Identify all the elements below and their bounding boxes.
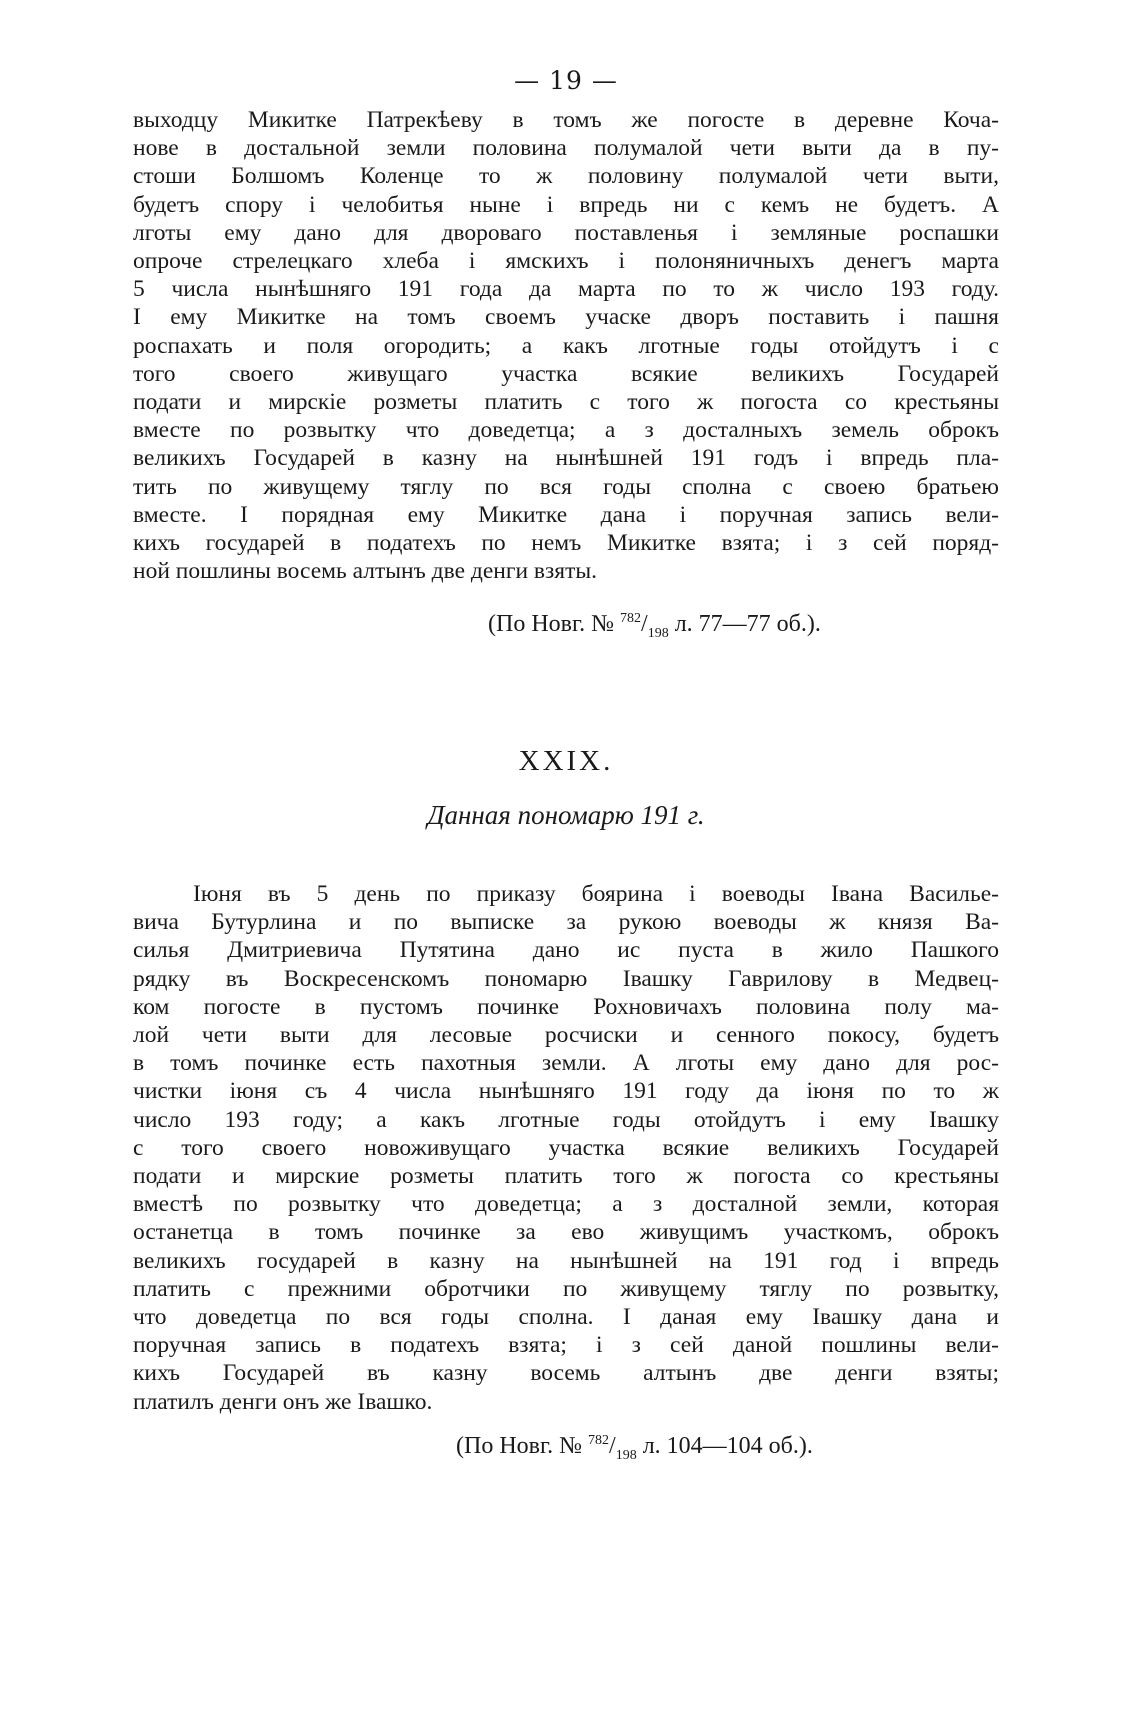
text-line: лготы ему дано для двороваго поставленья і земляные роспашки bbox=[133, 219, 999, 246]
paragraph-continuation bbox=[133, 106, 999, 585]
text-line: поручная запись в податехъ взята; і з сей даной пошлины вели- bbox=[133, 1332, 999, 1359]
text-line: І ему Микитке на томъ своемъ учаске дворъ поставить і пашня bbox=[133, 304, 999, 331]
text-line: вместе по розвытку что доведетца; а з досталныхъ земель оброкъ bbox=[133, 417, 999, 444]
text-line: роспахать и поля огородить; а какъ лготные годы отойдутъ і с bbox=[133, 332, 999, 359]
citation-suffix: л. 104—104 об.). bbox=[642, 1433, 813, 1459]
text-line: платилъ денги онъ же Івашко. bbox=[133, 1388, 433, 1415]
text-line: нове в достальной земли половина полумалой чети выти да в пу- bbox=[133, 135, 999, 162]
text-line: вместе. І порядная ему Микитке дана і поручная запись вели- bbox=[133, 501, 999, 528]
text-line: Іюня въ 5 день по приказу боярина і воеводы Івана Василье- bbox=[193, 881, 999, 907]
citation-suffix: л. 77—77 об.). bbox=[674, 611, 821, 637]
text-line: тить по живущему тяглу по вся годы сполна с своею братьею bbox=[133, 473, 999, 500]
section-number: XXIX. bbox=[518, 745, 614, 777]
text-line: в томъ починке есть пахотныя земли. А лготы ему дано для рос- bbox=[133, 1050, 999, 1077]
text-line: великихъ государей в казну на нынѣшней на 191 год і впредь bbox=[133, 1247, 999, 1274]
text-line: будетъ спору і челобитья ныне і впредь ни с кемъ не будетъ. А bbox=[133, 191, 999, 218]
citation-fraction-numerator: 782 bbox=[588, 1433, 610, 1448]
text-line: вместѣ по розвытку что доведетца; а з досталной земли, которая bbox=[133, 1191, 999, 1218]
citation-prefix: (По Новг. № bbox=[488, 611, 615, 637]
text-line: рядку въ Воскресенскомъ пономарю Івашку Гаврилову в Медвец- bbox=[133, 965, 999, 992]
text-line: ком погосте в пустомъ починке Рохновичахъ половина полу ма- bbox=[133, 993, 999, 1020]
page-number: — 19 — bbox=[514, 66, 618, 95]
citation-prefix: (По Новг. № bbox=[456, 1433, 583, 1459]
paragraph-body bbox=[133, 880, 999, 1416]
text-line: вича Бутурлина и по выписке за рукою воеводы ж князя Ва- bbox=[133, 909, 999, 936]
text-line: платить с прежними обротчики по живущему тяглу по розвытку, bbox=[133, 1275, 999, 1302]
citation-reference: (По Новг. № $^{782}/_{198}$ л. 104—104 об.). bbox=[456, 1433, 813, 1463]
citation-fraction-numerator: 782 bbox=[620, 611, 642, 626]
text-line: выходцу Микитке Патрекѣеву в томъ же погосте в деревне Коча- bbox=[133, 107, 999, 133]
section-title: Данная пономарю 191 г. bbox=[427, 800, 705, 830]
text-line: опроче стрелецкаго хлеба і ямскихъ і полоняничныхъ денегъ марта bbox=[133, 248, 999, 275]
text-line: останетца в томъ починке за ево живущимъ участкомъ, оброкъ bbox=[133, 1219, 999, 1246]
text-line: силья Дмитриевича Путятина дано ис пуста в жило Пашкого bbox=[133, 937, 999, 964]
text-line: число 193 году; а какъ лготные годы отойдутъ і ему Івашку bbox=[133, 1106, 999, 1133]
text-line: кихъ Государей въ казну восемь алтынъ две денги взяты; bbox=[133, 1360, 999, 1387]
citation-reference: (По Новг. № $^{782}/_{198}$ л. 77—77 об.). bbox=[488, 611, 821, 641]
text-line: с того своего новоживущаго участка всякие великихъ Государей bbox=[133, 1134, 999, 1161]
text-line: что доведетца по вся годы сполна. І даная ему Івашку дана и bbox=[133, 1304, 999, 1331]
text-line: того своего живущаго участка всякие великихъ Государей bbox=[133, 360, 999, 387]
text-line: подати и мирские розметы платить того ж погоста со крестьяны bbox=[133, 1163, 999, 1190]
text-line: кихъ государей в податехъ по немъ Микитке взята; і з сей поряд- bbox=[133, 530, 999, 557]
text-line: стоши Болшомъ Коленце то ж половину полумалой чети выти, bbox=[133, 163, 999, 190]
text-line: 5 числа нынѣшняго 191 года да марта по то ж число 193 году. bbox=[133, 276, 999, 303]
text-line: великихъ Государей в казну на нынѣшней 191 годъ і впредь пла- bbox=[133, 445, 999, 472]
citation-fraction-denominator: 198 bbox=[615, 1447, 637, 1463]
text-line: лой чети выти для лесовые росчиски и сенного покосу, будетъ bbox=[133, 1022, 999, 1049]
text-line: подати и мирскіе розметы платить с того ж погоста со крестьяны bbox=[133, 389, 999, 416]
citation-fraction-denominator: 198 bbox=[647, 625, 669, 641]
text-line: ной пошлины восемь алтынъ две денги взяты. bbox=[133, 558, 598, 585]
text-line: чистки іюня съ 4 числа нынѣшняго 191 году да іюня по то ж bbox=[133, 1078, 999, 1105]
